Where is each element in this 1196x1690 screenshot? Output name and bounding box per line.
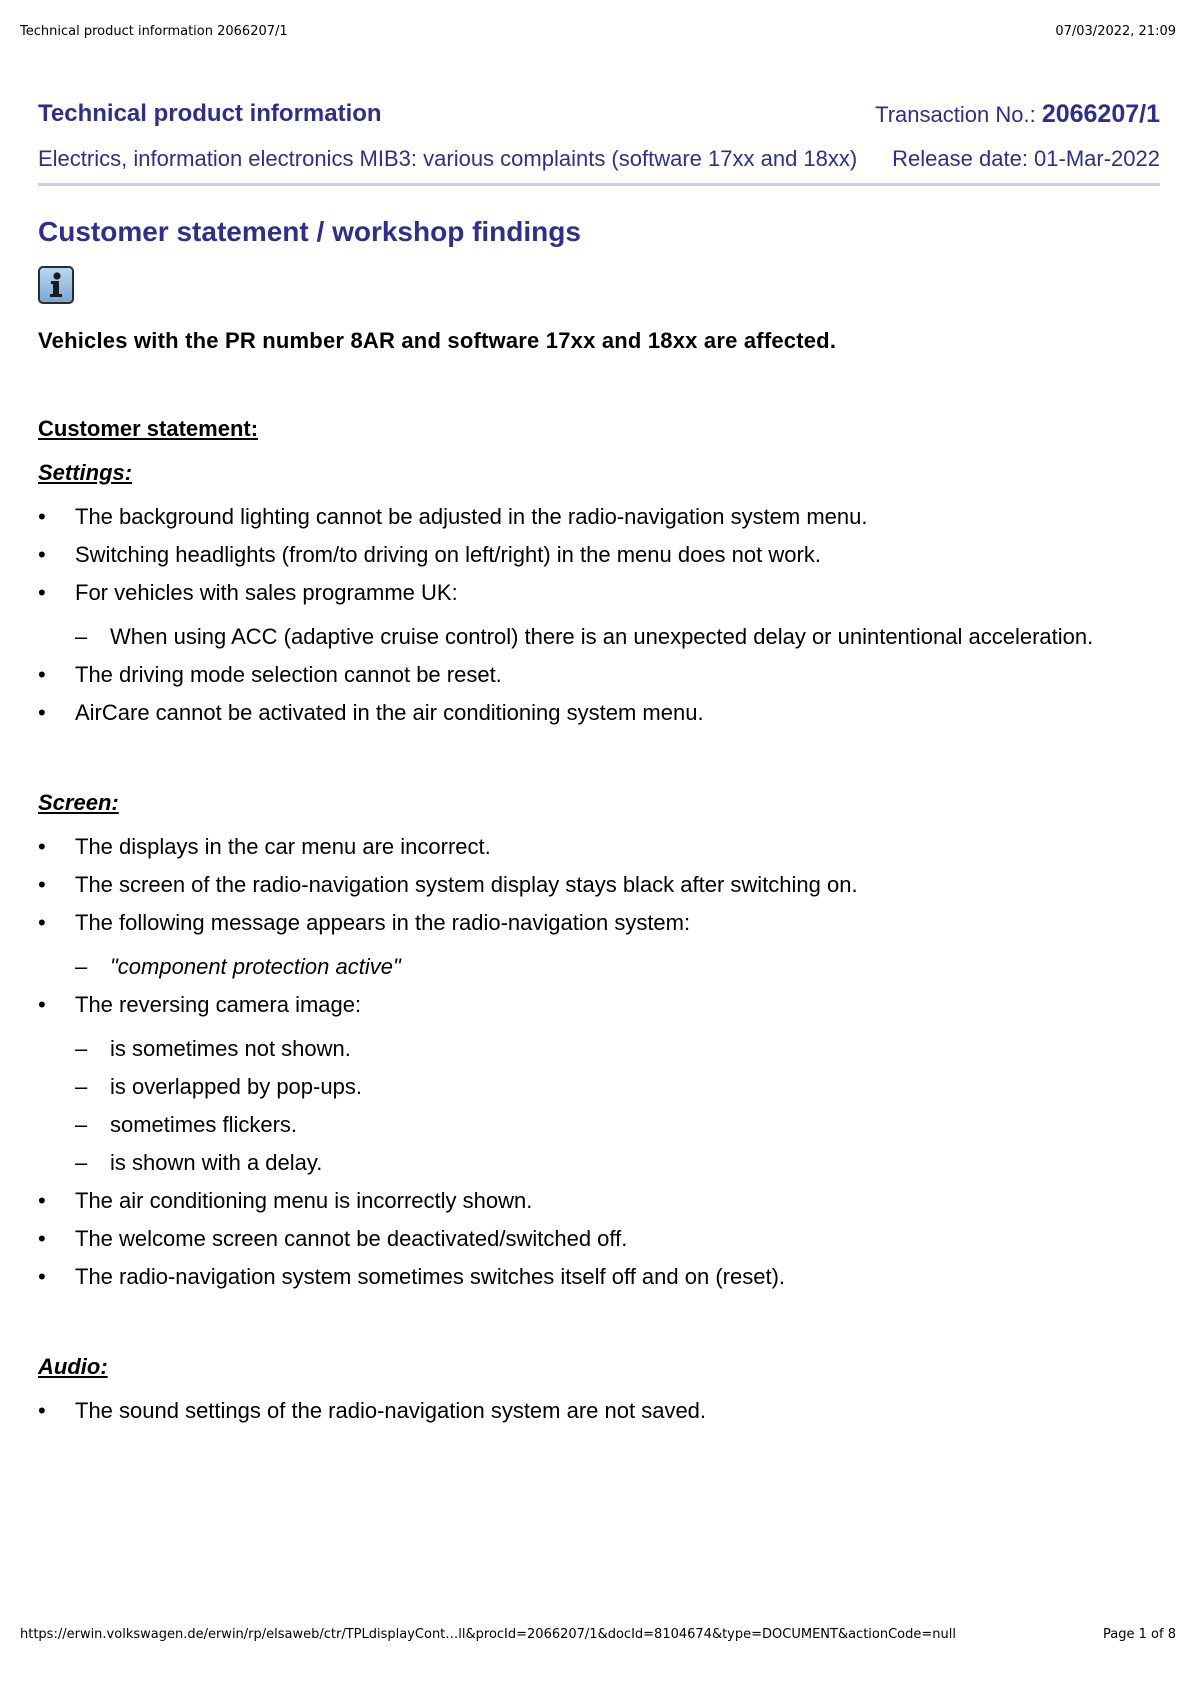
release-date: Release date: 01-Mar-2022 — [892, 146, 1160, 171]
sub-list-item: – is sometimes not shown. — [38, 1036, 1160, 1062]
transaction-label: Transaction No.: — [875, 102, 1042, 127]
section-title: Customer statement / workshop findings — [38, 216, 581, 247]
sub-list-item: – sometimes flickers. — [38, 1112, 1160, 1138]
document-subtitle: Electrics, information electronics MIB3: various complaints (software 17xx and 18xx) — [38, 146, 858, 171]
list-item: • The background lighting cannot be adjusted in the radio-navigation system menu. — [38, 504, 1160, 530]
audio-heading: Audio: — [38, 1354, 108, 1379]
list-item: • The displays in the car menu are incorrect. — [38, 834, 1160, 860]
transaction-value: 2066207/1 — [1041, 100, 1160, 128]
document — [38, 100, 1160, 1424]
customer-statement-heading: Customer statement: — [38, 416, 259, 441]
transaction-number — [875, 100, 1160, 129]
settings-list — [38, 504, 1160, 726]
sub-list-item: – is overlapped by pop-ups. — [38, 1074, 1160, 1100]
print-header-datetime: 07/03/2022, 21:09 — [1055, 24, 1176, 39]
list-item: • The welcome screen cannot be deactivated/switched off. — [38, 1226, 1160, 1252]
list-item: • The following message appears in the radio-navigation system: – "component protection active" — [38, 910, 1160, 980]
list-item: • The sound settings of the radio-navigation system are not saved. — [38, 1398, 1160, 1424]
sub-list-item: – "component protection active" — [38, 954, 1160, 980]
audio-list — [38, 1398, 1160, 1424]
sub-list-item: – is shown with a delay. — [38, 1150, 1160, 1176]
document-header — [38, 100, 1160, 129]
sub-list-item: – When using ACC (adaptive cruise control) there is an unexpected delay or unintentional acceleration. — [38, 624, 1160, 650]
info-icon — [38, 266, 74, 304]
screen-heading: Screen: — [38, 790, 119, 815]
list-item: • The air conditioning menu is incorrectly shown. — [38, 1188, 1160, 1214]
list-item: • The radio-navigation system sometimes switches itself off and on (reset). — [38, 1264, 1160, 1290]
list-item: • The screen of the radio-navigation system display stays black after switching on. — [38, 872, 1160, 898]
list-item: • AirCare cannot be activated in the air conditioning system menu. — [38, 700, 1160, 726]
screen-list — [38, 834, 1160, 1290]
page-url: https://erwin.volkswagen.de/erwin/rp/elsaweb/ctr/TPLdisplayCont…ll&procId=2066207/1&docId=8104674&type=DOCUMENT&actionCode=null — [20, 1627, 956, 1642]
list-item: • The reversing camera image: – is sometimes not shown. – is overlapped by pop-ups. – sometimes flickers. – is shown with a delay. — [38, 992, 1160, 1176]
print-header — [20, 24, 1176, 39]
print-header-title: Technical product information 2066207/1 — [20, 24, 288, 39]
list-item: • The driving mode selection cannot be reset. — [38, 662, 1160, 688]
list-item: • For vehicles with sales programme UK: – When using ACC (adaptive cruise control) there is an unexpected delay or unintentional acceleration. — [38, 580, 1160, 650]
page-number: Page 1 of 8 — [1103, 1627, 1176, 1642]
settings-heading: Settings: — [38, 460, 133, 485]
document-title: Technical product information — [38, 100, 382, 127]
affected-vehicles-note: Vehicles with the PR number 8AR and software 17xx and 18xx are affected. — [38, 328, 837, 353]
list-item: • Switching headlights (from/to driving on left/right) in the menu does not work. — [38, 542, 1160, 568]
header-divider — [38, 183, 1160, 186]
print-footer — [20, 1627, 1176, 1642]
